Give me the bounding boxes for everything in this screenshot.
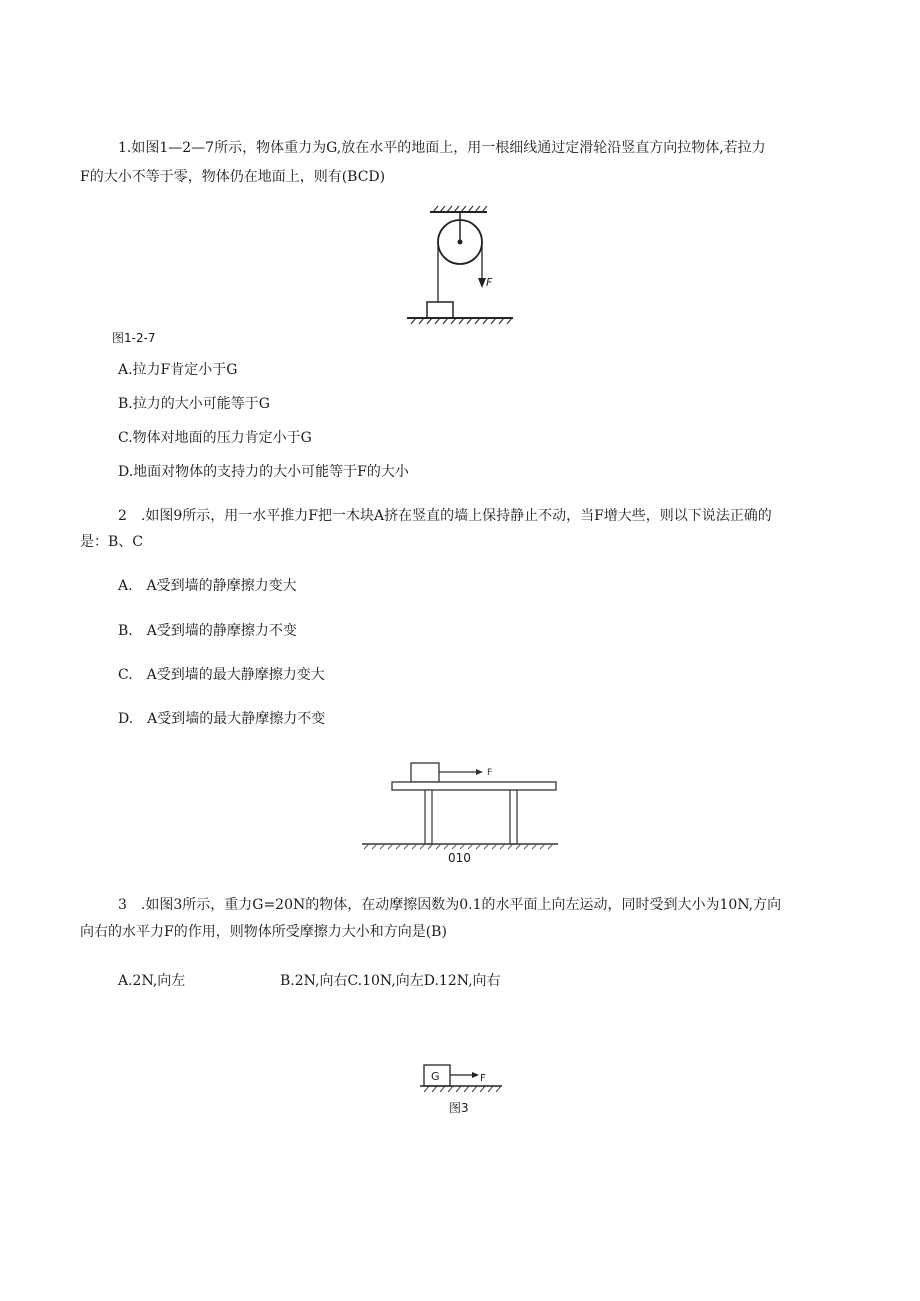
pulley-figure: [405, 204, 515, 324]
q1-option-b: B.拉力的大小可能等于G: [118, 396, 270, 412]
q2-option-c: C. A受到墙的最大静摩擦力变大: [118, 667, 325, 683]
block-force-figure: [420, 1063, 510, 1095]
q2-text-line-2: 是：B、C: [80, 534, 143, 550]
q3-text-line-2: 向右的水平力F的作用，则物体所受摩擦力大小和方向是(B): [80, 924, 447, 940]
block-g-label: G: [431, 1070, 440, 1083]
q1-text-line-1: 1.如图1—2—7所示，物体重力为G,放在水平的地面上，用一根细线通过定滑轮沿竖直方向拉物体,若拉力: [118, 140, 766, 156]
q1-figure-caption: 图1-2-7: [112, 331, 156, 345]
q1-text-line-2: F的大小不等于零，物体仍在地面上，则有(BCD): [80, 169, 386, 185]
q1-option-d: D.地面对物体的支持力的大小可能等于F的大小: [118, 464, 409, 480]
table-force-label: F: [487, 768, 493, 778]
pulley-force-label: F: [486, 276, 493, 289]
q3-option-a: A.2N,向左: [118, 973, 186, 989]
table-figure: [360, 760, 560, 852]
q2-option-d: D. A受到墙的最大静摩擦力不变: [118, 711, 326, 727]
block-force-label: F: [480, 1073, 486, 1084]
q2-text-line-1: 2 .如图9所示，用一水平推力F把一木块A挤在竖直的墙上保持静止不动，当F增大些，则以下说法正确的: [118, 508, 772, 524]
q3-options-b-c-d: B.2N,向右C.10N,向左D.12N,向右: [280, 973, 501, 989]
q2-figure-caption: 010: [448, 851, 471, 865]
q1-option-a: A.拉力F肯定小于G: [118, 362, 238, 378]
q2-option-b: B. A受到墙的静摩擦力不变: [118, 623, 297, 639]
q3-text-line-1: 3 .如图3所示，重力G=20N的物体，在动摩擦因数为0.1的水平面上向左运动，同时受到大小为10N,方向: [118, 897, 782, 913]
q2-option-a: A. A受到墙的静摩擦力变大: [118, 578, 297, 594]
q1-option-c: C.物体对地面的压力肯定小于G: [118, 430, 312, 446]
q3-figure-caption: 图3: [449, 1101, 469, 1115]
